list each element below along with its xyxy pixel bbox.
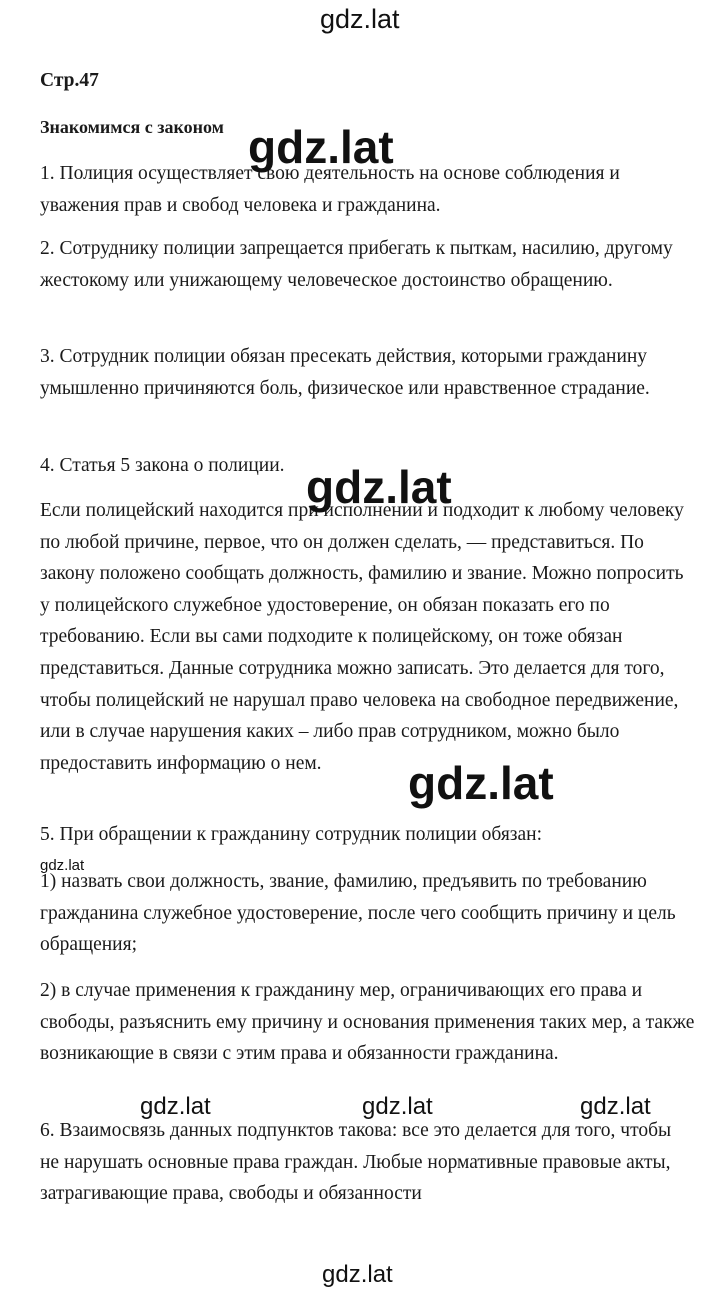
- watermark-mid-2: gdz.lat: [362, 1093, 433, 1120]
- paragraph-5: 5. При обращении к гражданину сотрудник полиции обязан:: [40, 824, 543, 845]
- paragraph-2: 2. Сотруднику полиции запрещается прибегать к пыткам, насилию, другому жестокому или унижающему человеческое достоинство обращению.: [40, 238, 673, 291]
- section-title: Знакомимся с законом: [40, 117, 224, 137]
- watermark-small: gdz.lat: [40, 857, 85, 874]
- watermark-top: gdz.lat: [320, 4, 400, 34]
- paragraph-4-explanation: Если полицейский находится при исполнении и подходит к любому человеку по любой причине, первое, что он должен сделать, — представиться. По закону положено сообщать должность, фамилию и звание. Можно попросить у полицейского служебное удостоверение, он обязан показать его по требованию. Если вы сами подходите к полицейскому, он тоже обязан представиться. Данные сотрудника можно записать. Это делается для того, чтобы полицейский не нарушал право человека на свободное передвижение, или в случае нарушения каких – либо прав сотрудником, можно было предоставить информацию о нем.: [40, 500, 684, 774]
- watermark-large-1: gdz.lat: [248, 121, 394, 173]
- watermark-large-2: gdz.lat: [306, 461, 452, 513]
- paragraph-5-item-1: 1) назвать свои должность, звание, фамилию, предъявить по требованию гражданина служебное удостоверение, после чего сообщить причину и цель обращения;: [40, 871, 676, 956]
- watermark-mid-3: gdz.lat: [580, 1093, 651, 1120]
- watermark-mid-1: gdz.lat: [140, 1093, 211, 1120]
- paragraph-4: 4. Статья 5 закона о полиции.: [40, 455, 285, 476]
- watermark-large-3: gdz.lat: [408, 757, 554, 809]
- page-title: Стр.47: [40, 70, 99, 91]
- paragraph-5-item-2: 2) в случае применения к гражданину мер, ограничивающих его права и свободы, разъяснить ему причину и основания применения таких мер, а также возникающие в связи с этим права и обязанности гражданина.: [40, 980, 695, 1065]
- paragraph-6: 6. Взаимосвязь данных подпунктов такова: все это делается для того, чтобы не нарушать основные права граждан. Любые нормативные правовые акты, затрагивающие права, свободы и обязанности: [40, 1120, 672, 1205]
- watermark-bottom: gdz.lat: [322, 1261, 393, 1288]
- paragraph-3: 3. Сотрудник полиции обязан пресекать действия, которыми гражданину умышленно причиняются боль, физическое или нравственное страдание.: [40, 346, 650, 399]
- paragraph-1: 1. Полиция осуществляет свою деятельность на основе соблюдения и уважения прав и свобод человека и гражданина.: [40, 163, 620, 216]
